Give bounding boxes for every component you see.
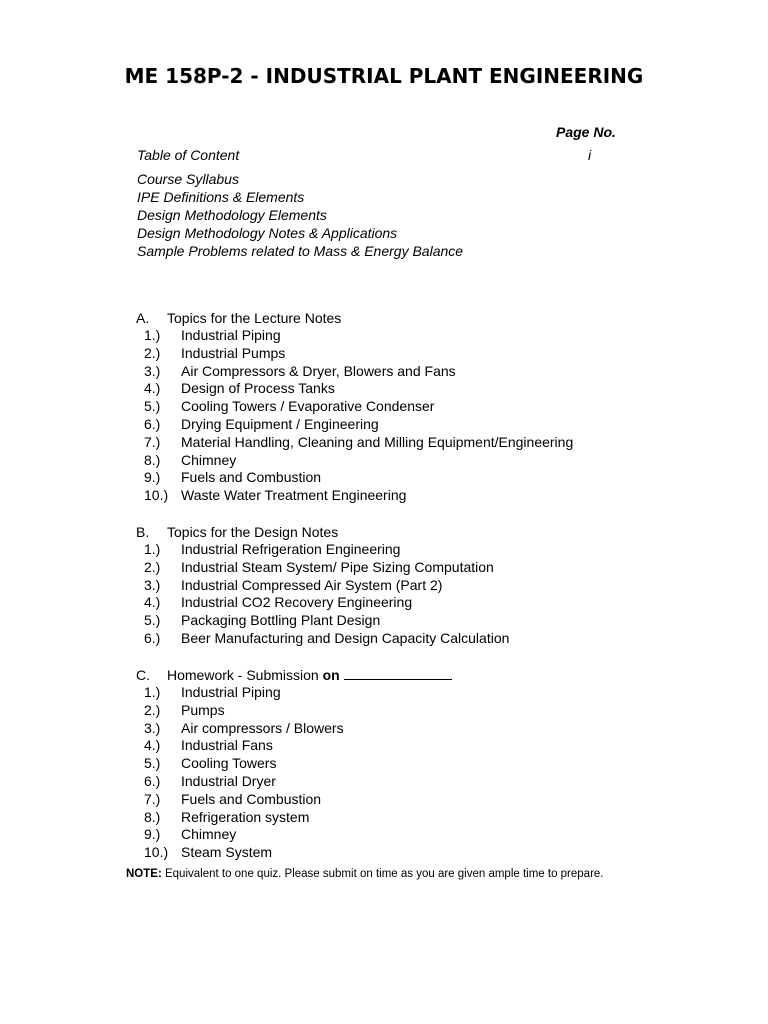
item-text: Chimney: [181, 826, 237, 843]
item-text: Pumps: [181, 701, 225, 718]
item-number: 7.): [144, 790, 161, 807]
list-item: [136, 327, 696, 345]
section-letter: C.: [136, 667, 150, 683]
toc-row: [137, 242, 657, 260]
item-number: 10.): [144, 487, 169, 504]
item-number: 6.): [144, 772, 161, 789]
item-number: 1.): [144, 327, 161, 343]
toc-label: Design Methodology Notes & Applications: [137, 225, 398, 241]
section-heading: [136, 309, 696, 327]
item-text: Cooling Towers: [181, 755, 277, 772]
toc-label: Sample Problems related to Mass & Energy Balance: [137, 243, 464, 259]
item-text: Air compressors / Blowers: [181, 719, 344, 736]
item-text: Cooling Towers / Evaporative Condenser: [181, 398, 435, 415]
list-item: [136, 791, 696, 809]
page-no-header: Page No.: [556, 124, 616, 140]
toc-row: [137, 146, 657, 164]
document-title: ME 158P-2 - INDUSTRIAL PLANT ENGINEERING: [124, 64, 644, 88]
item-text: Industrial Piping: [181, 327, 281, 343]
submission-date-blank: [344, 667, 452, 680]
item-number: 8.): [144, 808, 161, 825]
item-number: 8.): [144, 451, 161, 468]
item-text: Beer Manufacturing and Design Capacity Calculation: [181, 629, 510, 646]
item-text: Industrial Compressed Air System (Part 2): [181, 576, 443, 593]
list-item: [136, 844, 696, 862]
item-number: 5.): [144, 755, 161, 772]
item-number: 9.): [144, 469, 161, 486]
list-item: [136, 720, 696, 738]
toc-label: Course Syllabus: [137, 171, 239, 187]
item-text: Fuels and Combustion: [181, 790, 322, 807]
item-text: Industrial Piping: [181, 684, 281, 700]
item-number: 1.): [144, 684, 161, 700]
item-number: 9.): [144, 826, 161, 843]
item-number: 5.): [144, 398, 161, 415]
section-letter: B.: [136, 524, 150, 540]
item-number: 1.): [144, 541, 161, 557]
item-number: 6.): [144, 629, 161, 646]
item-text: Fuels and Combustion: [181, 469, 322, 486]
table-of-contents: [137, 146, 657, 260]
item-text: Chimney: [181, 451, 237, 468]
item-text: Industrial Refrigeration Engineering: [181, 541, 401, 557]
item-text: Industrial Dryer: [181, 772, 276, 789]
item-number: 4.): [144, 594, 161, 611]
item-text: Design of Process Tanks: [181, 380, 335, 397]
item-text: Steam System: [181, 844, 273, 861]
toc-row: [137, 170, 657, 188]
section-letter: A.: [136, 310, 150, 326]
list-item: [136, 737, 696, 755]
section-title-wrap: [167, 666, 452, 684]
item-text: Industrial Pumps: [181, 344, 286, 361]
item-number: 3.): [144, 576, 161, 593]
item-text: Packaging Bottling Plant Design: [181, 612, 381, 629]
toc-row: [137, 224, 657, 242]
item-text: Industrial CO2 Recovery Engineering: [181, 594, 413, 611]
item-number: 10.): [144, 844, 169, 861]
list-item: [136, 469, 696, 487]
item-number: 4.): [144, 380, 161, 397]
item-text: Air Compressors & Dryer, Blowers and Fans: [181, 362, 456, 379]
item-number: 2.): [144, 558, 161, 575]
list-item: [136, 630, 696, 648]
list-item: [136, 380, 696, 398]
list-item: [136, 452, 696, 470]
note-label: NOTE:: [126, 868, 162, 880]
list-item: [136, 702, 696, 720]
toc-label: IPE Definitions & Elements: [137, 189, 305, 205]
list-item: [136, 773, 696, 791]
list-item: [136, 363, 696, 381]
list-item: [136, 434, 696, 452]
list-item: [136, 594, 696, 612]
list-item: [136, 345, 696, 363]
item-number: 3.): [144, 719, 161, 736]
item-number: 2.): [144, 701, 161, 718]
note: [126, 868, 604, 880]
item-number: 3.): [144, 362, 161, 379]
item-number: 4.): [144, 737, 161, 754]
section-homework: [136, 666, 696, 862]
section-title-on: on: [322, 667, 340, 683]
list-item: [136, 755, 696, 773]
item-text: Waste Water Treatment Engineering: [181, 487, 407, 504]
item-text: Refrigeration system: [181, 808, 310, 825]
list-item: [136, 826, 696, 844]
toc-row: [137, 206, 657, 224]
item-text: Drying Equipment / Engineering: [181, 415, 379, 432]
section-title: Topics for the Design Notes: [167, 524, 339, 540]
list-item: [136, 559, 696, 577]
section-lecture-notes: [136, 309, 696, 505]
list-item: [136, 398, 696, 416]
section-design-notes: [136, 523, 696, 648]
section-heading: [136, 666, 696, 684]
list-item: [136, 612, 696, 630]
item-number: 6.): [144, 415, 161, 432]
item-number: 7.): [144, 433, 161, 450]
item-text: Material Handling, Cleaning and Milling Equipment/Engineering: [181, 433, 574, 450]
section-title: Topics for the Lecture Notes: [167, 310, 342, 326]
list-item: [136, 487, 696, 505]
list-item: [136, 577, 696, 595]
list-item: [136, 684, 696, 702]
section-title: Homework - Submission: [167, 667, 323, 683]
item-number: 5.): [144, 612, 161, 629]
item-number: 2.): [144, 344, 161, 361]
item-text: Industrial Steam System/ Pipe Sizing Computation: [181, 558, 494, 575]
toc-page: i: [588, 147, 592, 163]
toc-row: [137, 188, 657, 206]
toc-label: Table of Content: [137, 147, 240, 163]
note-text: Equivalent to one quiz. Please submit on time as you are given ample time to prepare.: [161, 868, 604, 880]
section-heading: [136, 523, 696, 541]
item-text: Industrial Fans: [181, 737, 273, 754]
list-item: [136, 541, 696, 559]
list-item: [136, 809, 696, 827]
toc-label: Design Methodology Elements: [137, 207, 327, 223]
list-item: [136, 416, 696, 434]
